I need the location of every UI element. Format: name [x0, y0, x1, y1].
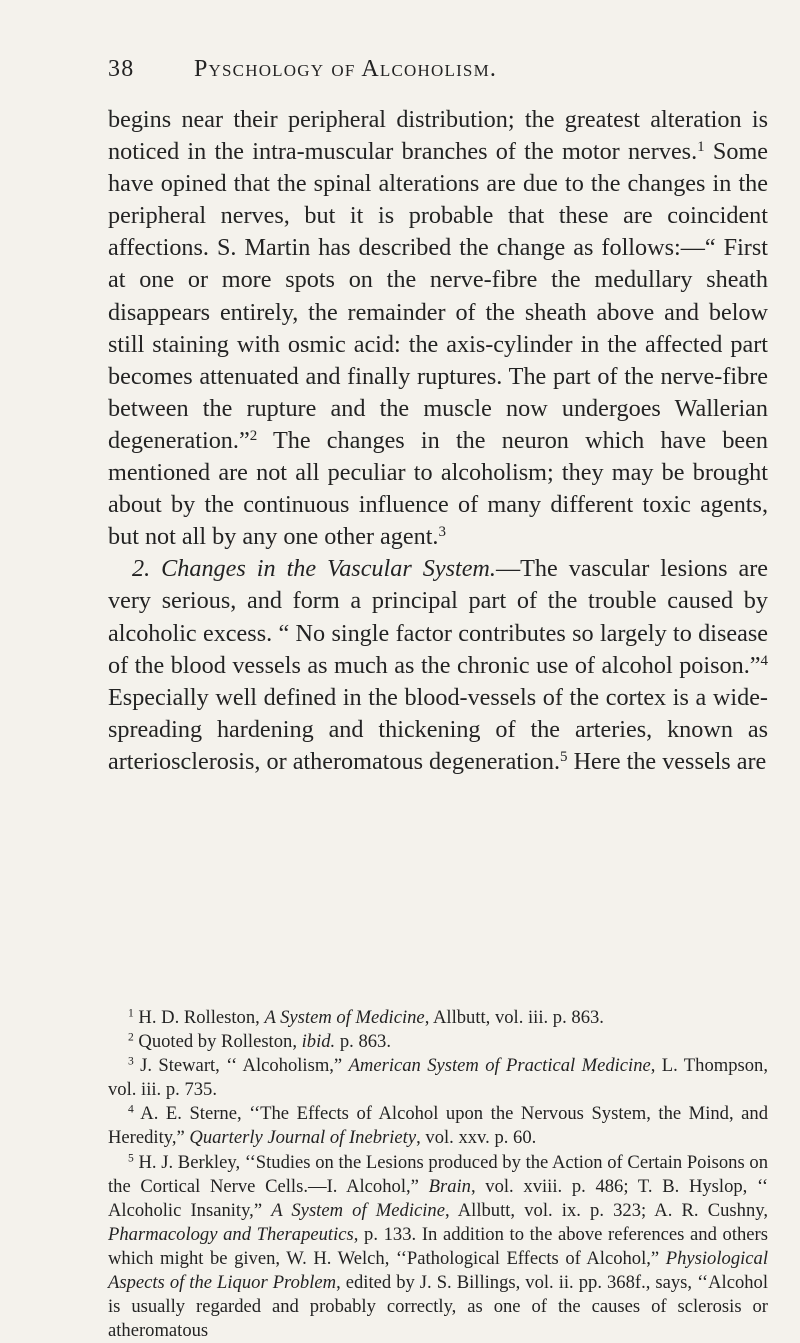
text-span: , edited by J. S. Billings, vol. ii. pp. 368f., says, ‘‘Alcohol is usually regarded and probably correctly, as one of the causes of sclerosis or atheromatous: [108, 1272, 768, 1342]
italic-title: American System of Practical Medicine: [348, 1055, 651, 1077]
italic-title: Physiological Aspects of the Liquor Problem: [108, 1247, 768, 1294]
footnote-ref: 2: [249, 427, 258, 444]
paragraph: [108, 553, 768, 778]
footnote: [108, 1054, 768, 1102]
section-heading: 2. Changes in the Vascular System.: [132, 555, 496, 583]
text-span: p. 863.: [335, 1031, 391, 1053]
footnote-ref: 3: [438, 523, 446, 540]
text-span: , L. Thompson, vol. iii. p. 735.: [108, 1055, 768, 1101]
footnote: [108, 1151, 768, 1343]
footnote: [108, 1102, 768, 1150]
footnote: [108, 1030, 768, 1054]
text-span: begins near their peripheral distribution; the greatest alteration is noticed in the intra-muscular branches of the motor nerves.: [108, 106, 768, 166]
italic-title: ibid.: [301, 1031, 336, 1053]
italic-title: A System of Medicine: [264, 1007, 425, 1028]
footnote-number: 1: [128, 1007, 134, 1020]
text-span: , vol. xxv. p. 60.: [416, 1127, 537, 1149]
text-span: The changes in the neuron which have been mentioned are not all peculiar to alcoholism; they may be brought about by the continuous influence of many different toxic agents, but not all by any one other agent.: [108, 426, 768, 551]
text-span: Some have opined that the spinal alterations are due to the changes in the peripheral nerves, but it is probable that these are coincident affections. S. Martin has described the change as follows:—“ First at one or more spots on the nerve-fibre the medullary sheath disappears entirely, the remainder of the sheath above and below still staining with osmic acid: the axis-cylinder in the affected part becomes attenuated and finally ruptures. The part of the nerve-fibre between the rupture and the muscle now undergoes Wallerian degeneration.”: [108, 138, 768, 454]
text-span: , Allbutt, vol. ix. p. 323; A. R. Cushny,: [444, 1199, 768, 1221]
paragraph: [108, 104, 768, 553]
italic-title: Brain: [428, 1175, 471, 1197]
footnote-number: 2: [128, 1031, 134, 1044]
text-span: J. Stewart, ‘‘ Alcoholism,”: [133, 1055, 349, 1077]
text-span: , p. 133. In addition to the above references and others which might be given, W. H. Welch, ‘‘Pathological Effects of Alcohol,”: [108, 1223, 768, 1269]
footnote-number: 3: [128, 1055, 134, 1068]
text-span: Especially well defined in the blood-vessels of the cortex is a wide-spreading hardening and thickening of the arteries, known as arteriosclerosis, or atheromatous degeneration.: [108, 683, 768, 775]
text-span: , Allbutt, vol. iii. p. 863.: [424, 1007, 604, 1028]
running-head: Pyschology of Alcoholism.: [194, 56, 498, 82]
text-span: Here the vessels are: [567, 747, 767, 775]
footnotes: [108, 1006, 768, 1343]
footnote-ref: 4: [760, 652, 768, 669]
text-span: H. J. Berkley, ‘‘Studies on the Lesions produced by the Action of Certain Poisons on the Cortical Nerve Cells.—I. Alcohol,”: [108, 1151, 768, 1197]
footnote-ref: 1: [697, 138, 705, 155]
page-header: [108, 56, 708, 83]
page-number: 38: [108, 56, 135, 82]
text-span: Quoted by Rolleston,: [133, 1031, 302, 1053]
footnote-number: 5: [128, 1152, 134, 1165]
text-span: , vol. xviii. p. 486; T. B. Hyslop, ‘‘ Alcoholic Insanity,”: [108, 1175, 769, 1221]
footnote-ref: 5: [560, 748, 568, 765]
italic-title: Quarterly Journal of Inebriety: [189, 1127, 417, 1149]
text-span: H. D. Rolleston,: [133, 1007, 265, 1028]
text-span: A. E. Sterne, ‘‘The Effects of Alcohol upon the Nervous System, the Mind, and Heredity,”: [108, 1103, 768, 1149]
italic-title: A System of Medicine: [271, 1199, 445, 1221]
footnote-number: 4: [128, 1104, 134, 1117]
italic-title: Pharmacology and Therapeutics: [108, 1223, 354, 1245]
body-text: [108, 104, 768, 778]
text-span: —The vascular lesions are very serious, and form a principal part of the trouble caused by alcoholic excess. “ No single factor contributes so largely to disease of the blood vessels as much as the chronic use of alcohol poison.”: [108, 555, 768, 679]
footnote: [108, 1006, 768, 1030]
